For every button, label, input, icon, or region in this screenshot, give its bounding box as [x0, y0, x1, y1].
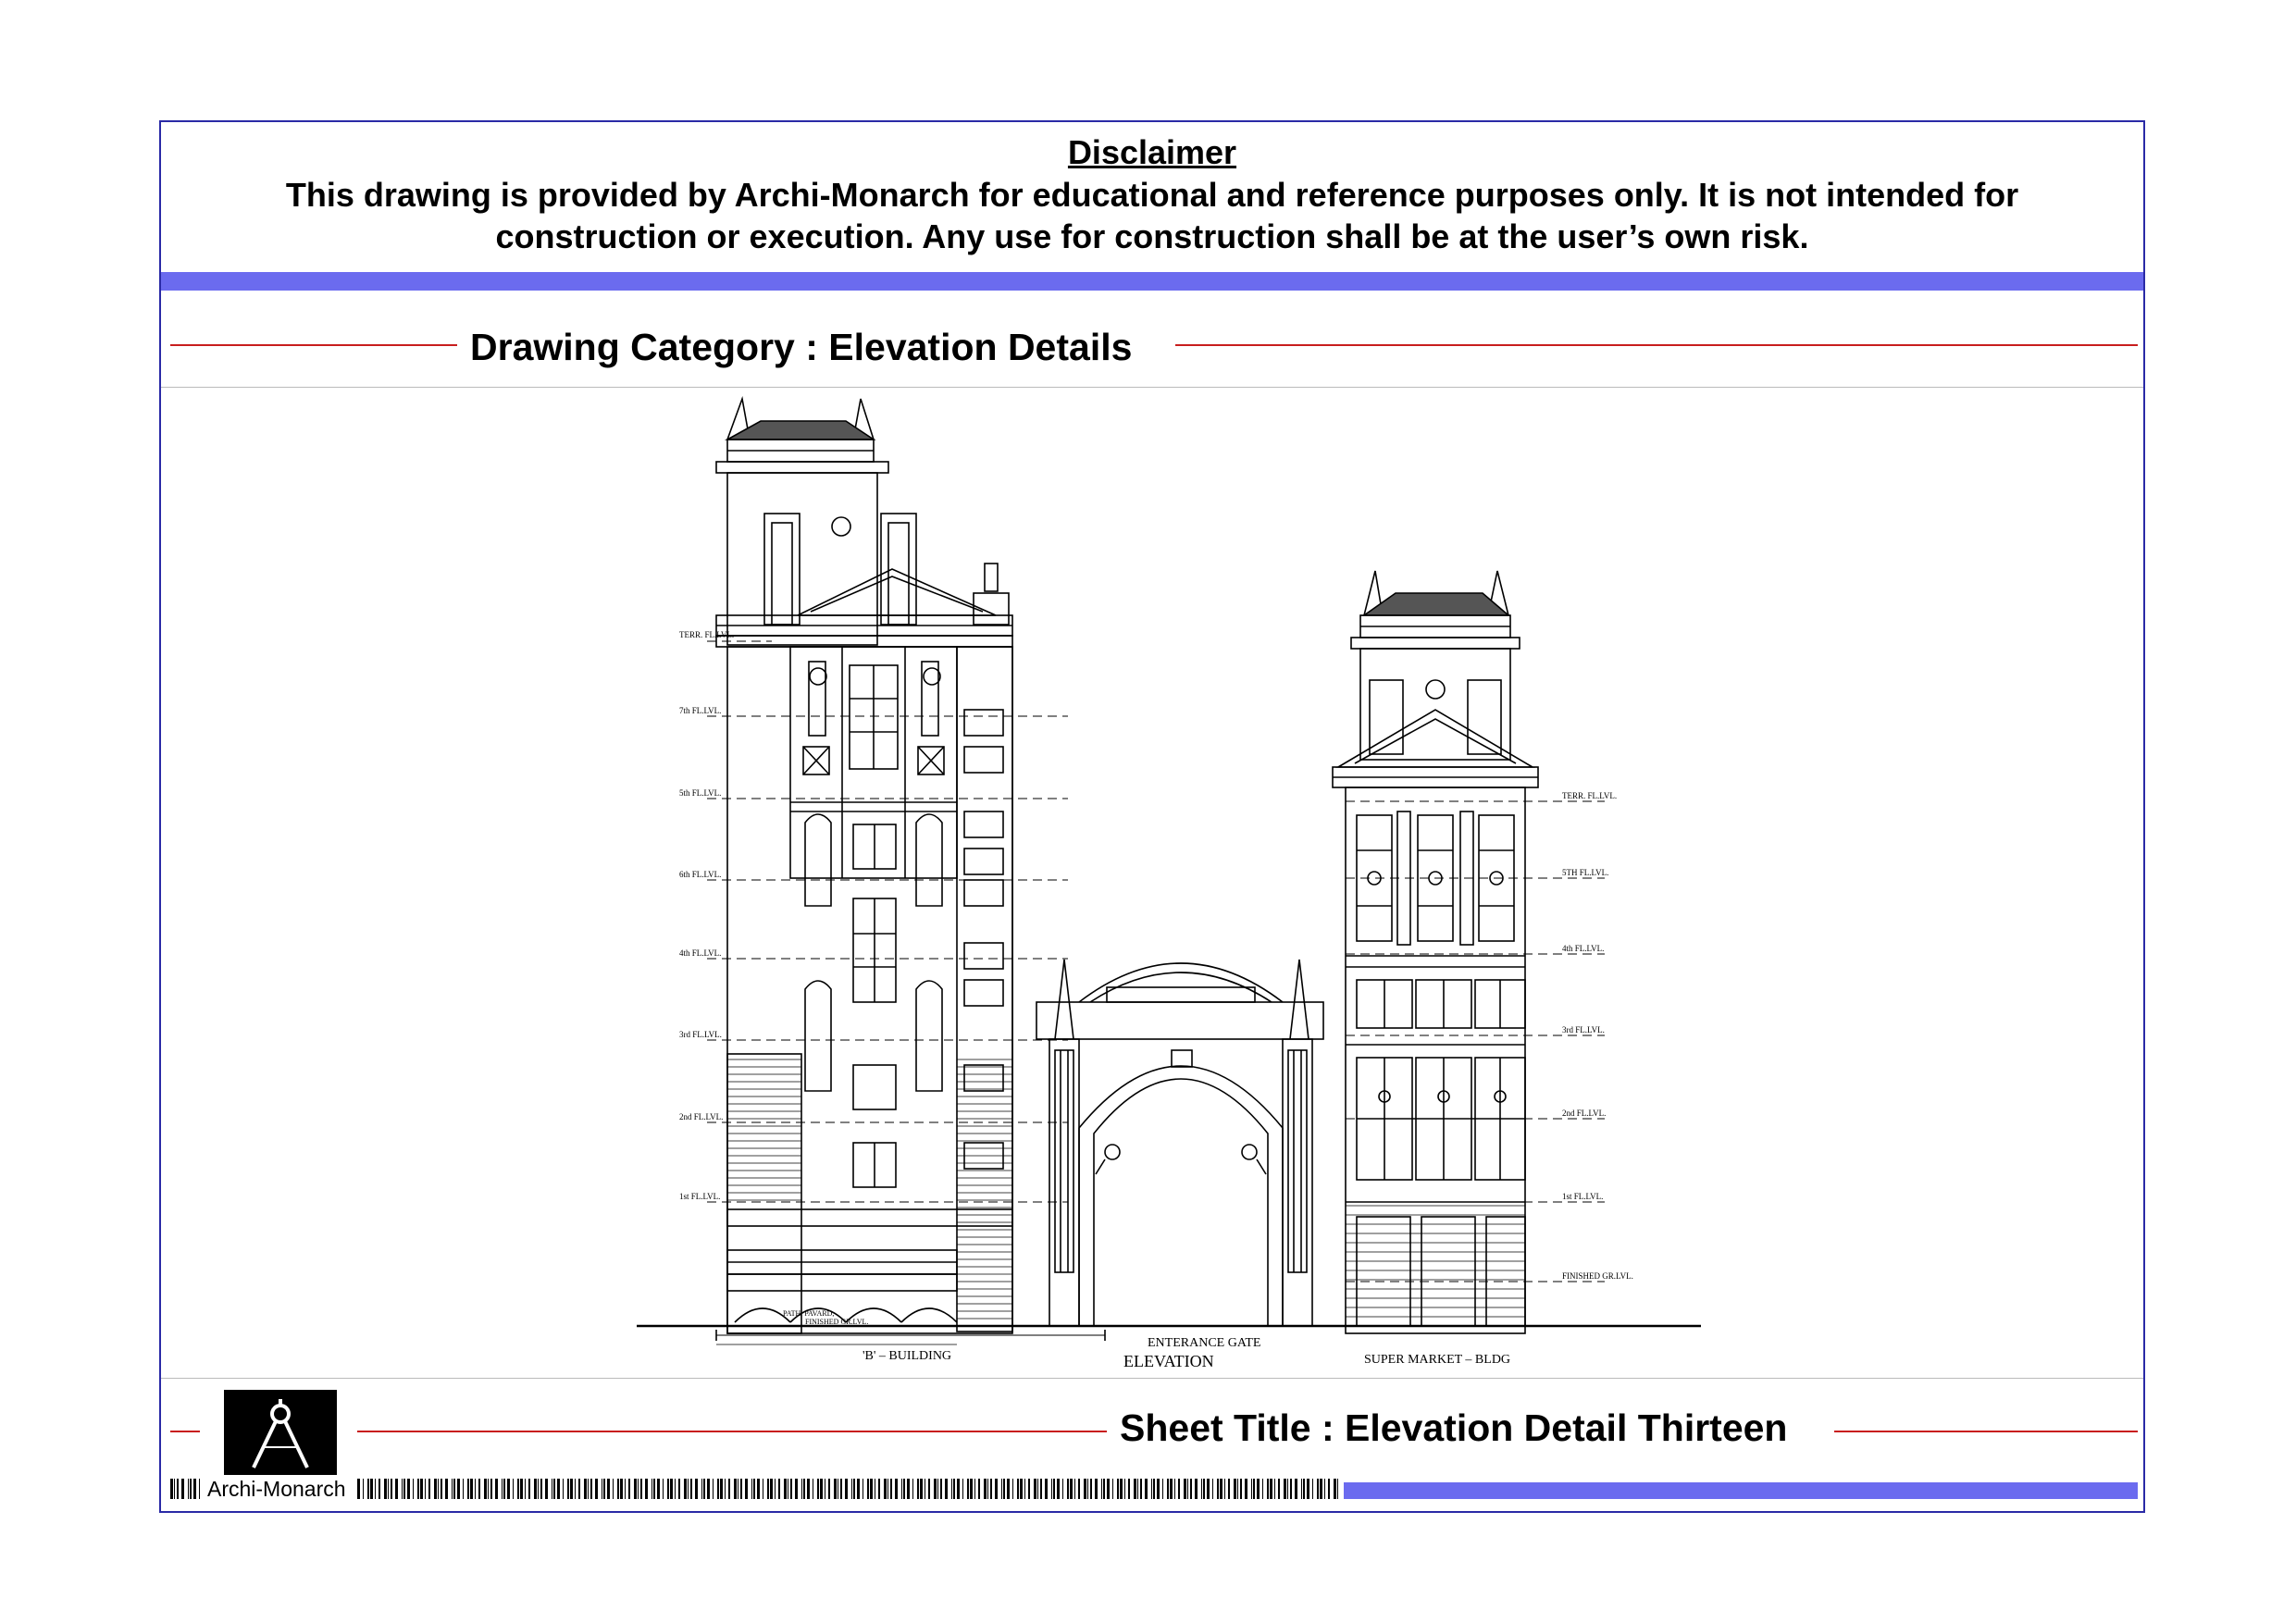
level-labels: [679, 630, 1633, 1326]
finished-label: FINISHED GR.LVL.: [805, 1318, 869, 1326]
b-building: [716, 399, 1012, 1333]
header-band: [161, 272, 2143, 291]
sheet-title: Sheet Title : Elevation Detail Thirteen: [1120, 1406, 1788, 1449]
compass-divider-icon: [224, 1390, 337, 1475]
category-rule-left: [170, 344, 457, 346]
disclaimer-title: Disclaimer: [1067, 133, 1237, 171]
drawing-category: Drawing Category : Elevation Details: [470, 326, 1133, 368]
footer-band: [1344, 1482, 2138, 1499]
disclaimer-text: This drawing is provided by Archi-Monarch for educational and reference purposes only. It is not intended for construction or execution. Any use for construction shall be at the user’s own risk.: [285, 176, 2019, 255]
level-label-left-3: 6th FL.LVL.: [679, 870, 722, 879]
level-label-left-7: 1st FL.LVL.: [679, 1192, 721, 1201]
level-label-left-5: 3rd FL.LVL.: [679, 1030, 722, 1039]
gate-label: ENTERANCE GATE: [1148, 1336, 1261, 1350]
level-label-right-1: 5TH FL.LVL.: [1562, 868, 1609, 877]
elevation-label: ELEVATION: [1123, 1352, 1214, 1370]
disclaimer-block: [161, 122, 2143, 272]
category-row: [161, 291, 2143, 388]
level-label-right-4: 2nd FL.LVL.: [1562, 1109, 1607, 1118]
footer-rule-short: [170, 1431, 200, 1432]
category-rule-right: [1175, 344, 2138, 346]
building-b-label: 'B' – BUILDING: [863, 1349, 952, 1363]
barcode-left: [170, 1479, 204, 1499]
title-block-footer: [161, 1379, 2143, 1513]
supermarket-building: [1333, 571, 1538, 1333]
drawing-sheet: [159, 120, 2145, 1513]
elevation-drawing: [161, 388, 2143, 1378]
path-label: PATH, PAVARD,: [783, 1309, 835, 1318]
brand-name: Archi-Monarch: [207, 1477, 346, 1501]
level-label-right-0: TERR. FL.LVL.: [1562, 791, 1618, 800]
footer-rule-right: [1834, 1431, 2138, 1432]
level-label-right-3: 3rd FL.LVL.: [1562, 1025, 1605, 1035]
elevation-drawing-area: [161, 388, 2143, 1379]
level-label-right-5: 1st FL.LVL.: [1562, 1192, 1604, 1201]
level-label-right-2: 4th FL.LVL.: [1562, 944, 1605, 953]
supermarket-label: SUPER MARKET – BLDG: [1364, 1353, 1511, 1367]
barcode-strip: [357, 1479, 1338, 1499]
footer-rule-middle: [357, 1431, 1107, 1432]
level-label-left-1: 7th FL.LVL.: [679, 706, 722, 715]
entrance-gate: [1036, 960, 1323, 1326]
level-label-left-6: 2nd FL.LVL.: [679, 1112, 724, 1121]
level-label-left-4: 4th FL.LVL.: [679, 948, 722, 958]
level-label-left-2: 5th FL.LVL.: [679, 788, 722, 798]
level-label-right-6: FINISHED GR.LVL.: [1562, 1271, 1633, 1281]
level-label-left-0: TERR. FL.LVL.: [679, 630, 735, 639]
